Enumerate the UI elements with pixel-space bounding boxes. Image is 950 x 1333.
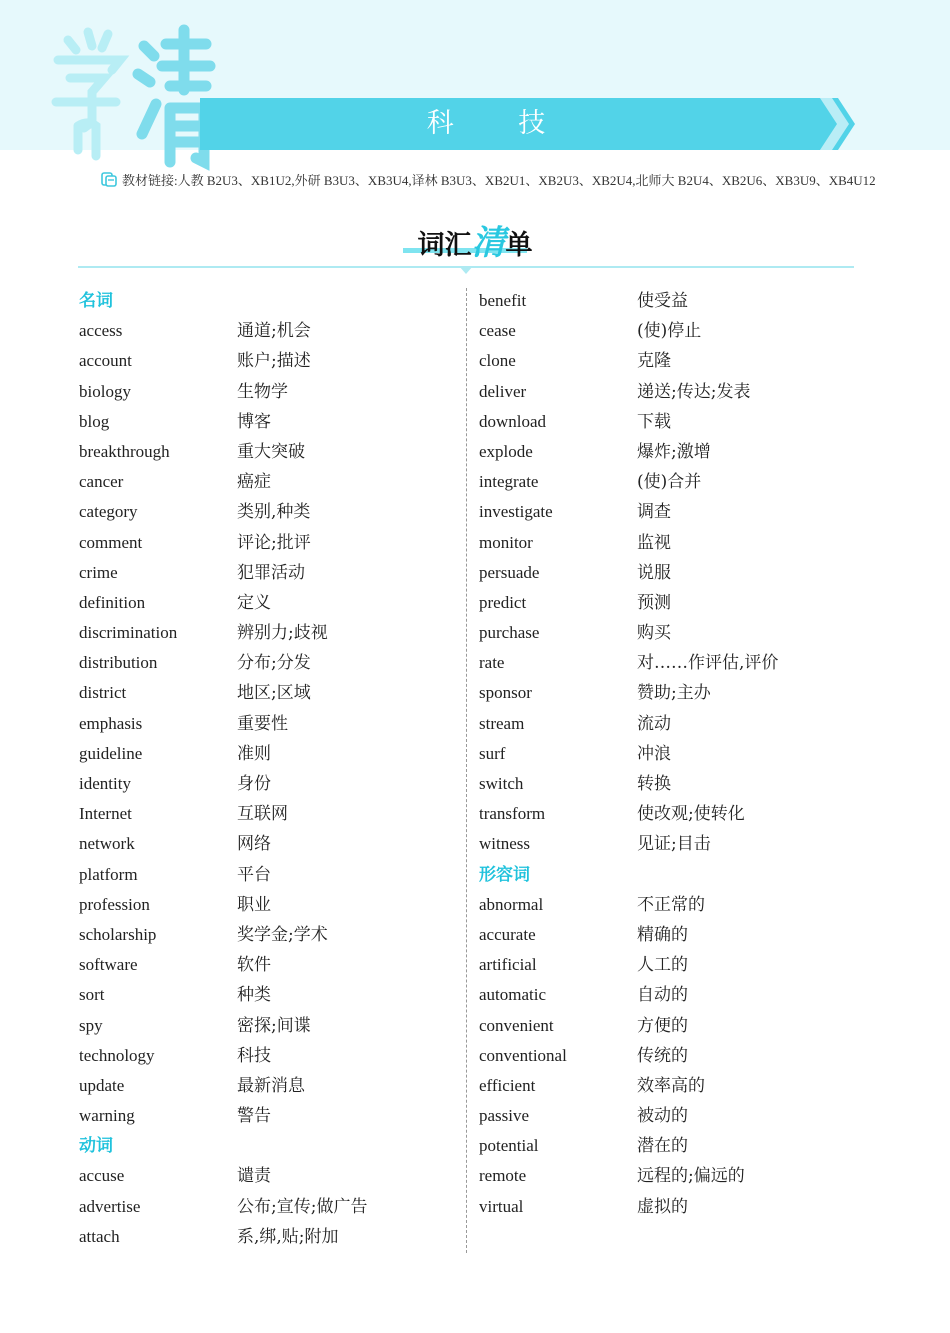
vocab-row [79, 1071, 439, 1101]
vocab-row [479, 648, 839, 678]
vocab-meaning: 职业 [237, 894, 271, 915]
vocab-word: deliver [479, 381, 527, 401]
vocab-row [79, 1192, 439, 1222]
vocab-word: automatic [479, 985, 547, 1005]
vocab-word: identity [79, 774, 131, 793]
vocab-row [479, 1101, 839, 1131]
vocab-meaning: 自动的 [637, 985, 688, 1006]
vocab-row [79, 407, 439, 437]
vocab-meaning: 最新消息 [237, 1075, 305, 1096]
vocab-meaning: 类别,种类 [237, 502, 311, 523]
vocab-meaning: 不正常的 [637, 894, 705, 915]
vocab-row [79, 497, 439, 527]
vocab-meaning: 密探;间谍 [237, 1015, 311, 1036]
header-rule-notch [459, 266, 473, 274]
vocab-word: sponsor [479, 683, 532, 703]
vocab-row [479, 437, 839, 467]
vocab-row [79, 769, 439, 799]
vocab-row [79, 950, 439, 980]
section-title [0, 215, 950, 263]
vocab-row [479, 467, 839, 497]
vocab-row [479, 1131, 839, 1161]
section-title-part1: 词汇 [417, 230, 472, 261]
vocab-meaning: 种类 [237, 985, 271, 1006]
vocab-meaning: 赞助;主办 [637, 683, 711, 704]
vocab-row [79, 709, 439, 739]
vocab-word: emphasis [79, 713, 143, 733]
vocab-row [79, 678, 439, 708]
vocab-meaning: 流动 [637, 713, 671, 734]
vocab-meaning: 虚拟的 [637, 1196, 688, 1217]
vocab-word: sort [79, 985, 105, 1005]
vocab-meaning: 互联网 [237, 804, 288, 825]
vocab-row [479, 588, 839, 618]
vocab-meaning: 对……作评估,评价 [637, 653, 779, 674]
vocab-word: accurate [479, 924, 536, 944]
vocab-word: remote [479, 1166, 527, 1186]
vocab-row [79, 890, 439, 920]
vocab-row [79, 437, 439, 467]
vocab-word: benefit [479, 291, 527, 310]
vocab-row [79, 1041, 439, 1071]
vocab-meaning: 监视 [637, 532, 671, 553]
vocab-word: investigate [479, 502, 553, 522]
vocab-meaning: 使受益 [637, 291, 688, 311]
vocab-word: software [79, 955, 138, 975]
textbook-links [100, 168, 876, 190]
vocab-word: Internet [79, 804, 132, 824]
textbook-links-text: 教材链接:人教 B2U3、XB1U2,外研 B3U3、XB3U4,译林 B3U3、XB2U1、XB2U3、XB2U4,北师大 B2U4、XB2U6、XB3U9、XB4U12 [122, 172, 876, 188]
vocab-meaning: 奖学金;学术 [237, 924, 328, 945]
vocab-meaning: (使)停止 [637, 321, 702, 342]
vocab-word: switch [479, 774, 524, 793]
vocab-row [479, 890, 839, 920]
vocab-row [479, 1071, 839, 1101]
vocab-meaning: 重大突破 [237, 441, 305, 462]
vocab-row [79, 829, 439, 859]
vocab-meaning: 冲浪 [637, 743, 671, 764]
vocab-word: update [79, 1075, 125, 1095]
vocab-meaning: 被动的 [637, 1106, 688, 1127]
vocab-meaning: 身份 [237, 774, 271, 794]
vocab-word: network [79, 834, 135, 854]
vocab-meaning: 分布;分发 [237, 653, 311, 674]
vocab-row [79, 346, 439, 376]
vocab-meaning: 下载 [637, 411, 671, 432]
vocab-row [479, 829, 839, 859]
vocab-meaning: 癌症 [237, 472, 271, 493]
vocab-word: virtual [479, 1196, 524, 1216]
vocab-row [479, 286, 839, 316]
vocab-word: access [79, 321, 123, 341]
vocab-meaning: 评论;批评 [237, 532, 311, 553]
vocab-meaning: 通道;机会 [237, 321, 311, 342]
xuexi-qingdan-logo [48, 22, 218, 172]
vocab-word: accuse [79, 1166, 125, 1186]
vocab-meaning: 购买 [637, 623, 671, 644]
vocab-word: distribution [79, 653, 158, 673]
vocab-word: blog [79, 411, 110, 431]
vocab-meaning: 准则 [237, 743, 271, 764]
vocab-meaning: 犯罪活动 [237, 562, 305, 583]
vocab-row [79, 1161, 439, 1191]
vocab-word: explode [479, 441, 533, 461]
vocab-meaning: 重要性 [237, 713, 288, 734]
vocab-row [79, 648, 439, 678]
vocab-row [79, 316, 439, 346]
vocab-word: advertise [79, 1196, 141, 1216]
vocab-word: platform [79, 864, 138, 884]
vocab-word: convenient [479, 1015, 554, 1035]
vocab-word: comment [79, 532, 143, 552]
vocab-word: efficient [479, 1075, 536, 1095]
vocab-row [479, 1041, 839, 1071]
vocab-meaning: 软件 [237, 955, 271, 976]
vocab-row [79, 377, 439, 407]
vocab-row [479, 1192, 839, 1222]
vocab-meaning: 预测 [637, 592, 671, 613]
vocab-word: rate [479, 653, 505, 673]
vocab-word: surf [479, 743, 506, 763]
vocab-row [79, 1011, 439, 1041]
vocab-meaning: 说服 [637, 562, 671, 583]
vocab-word: persuade [479, 562, 540, 582]
vocab-row [479, 1011, 839, 1041]
vocab-row [479, 980, 839, 1010]
vocab-row [479, 618, 839, 648]
vocab-row [479, 558, 839, 588]
vocab-word: potential [479, 1136, 539, 1156]
vocab-row [479, 709, 839, 739]
vocab-row [479, 739, 839, 769]
vocab-row [479, 407, 839, 437]
vocab-word: predict [479, 592, 527, 612]
vocab-row [479, 1161, 839, 1191]
vocab-meaning: 爆炸;激增 [637, 441, 711, 462]
vocab-row [79, 467, 439, 497]
vocab-row [79, 920, 439, 950]
vocab-word: account [79, 351, 132, 371]
vocab-word: spy [79, 1015, 103, 1035]
unit-title: 科 技 [426, 108, 574, 139]
vocab-row [79, 1101, 439, 1131]
vocab-row [79, 588, 439, 618]
vocab-meaning: 辨别力;歧视 [237, 623, 328, 644]
column-divider [466, 288, 467, 1253]
vocab-row [479, 678, 839, 708]
vocab-column-right [479, 286, 839, 1222]
vocab-meaning: 公布;宣传;做广告 [237, 1196, 368, 1217]
vocab-meaning: 定义 [237, 592, 271, 613]
vocab-word: guideline [79, 743, 143, 763]
category-adjectives: 形容词 [479, 864, 530, 885]
vocab-meaning: 转换 [637, 774, 671, 794]
vocab-row [479, 497, 839, 527]
vocab-meaning: 递送;传达;发表 [637, 381, 751, 402]
vocab-row [479, 377, 839, 407]
vocab-word: artificial [479, 955, 537, 975]
vocab-meaning: 科技 [237, 1045, 271, 1066]
vocab-word: witness [479, 834, 530, 854]
vocab-meaning: 博客 [237, 411, 271, 432]
vocab-word: cease [479, 321, 516, 341]
vocab-group-adjectives [479, 890, 839, 1222]
vocab-meaning: 人工的 [637, 955, 688, 976]
vocab-row [479, 528, 839, 558]
vocab-meaning: 克隆 [637, 351, 671, 372]
vocab-word: technology [79, 1045, 155, 1065]
vocab-group-verbs-left [79, 1161, 439, 1252]
vocab-row [479, 316, 839, 346]
vocab-word: conventional [479, 1045, 567, 1065]
vocab-row [79, 528, 439, 558]
vocab-word: warning [79, 1106, 135, 1126]
category-verbs: 动词 [79, 1136, 113, 1157]
vocab-row [79, 1222, 439, 1252]
vocab-meaning: 潜在的 [637, 1136, 688, 1157]
vocab-meaning: 平台 [237, 864, 271, 885]
vocab-word: category [79, 502, 138, 522]
vocab-word: clone [479, 351, 516, 371]
vocab-meaning: 方便的 [637, 1015, 688, 1036]
section-title-highlight: 清 [471, 223, 506, 263]
vocab-meaning: 远程的;偏远的 [637, 1166, 745, 1187]
vocab-row [479, 346, 839, 376]
vocab-word: download [479, 411, 547, 431]
vocab-word: profession [79, 894, 150, 914]
vocab-meaning: 系,绑,贴;附加 [237, 1226, 339, 1247]
vocab-meaning: 地区;区域 [237, 683, 311, 704]
vocab-row [479, 920, 839, 950]
vocab-meaning: 使改观;使转化 [637, 804, 745, 825]
vocab-word: passive [479, 1106, 530, 1126]
vocab-word: stream [479, 713, 525, 733]
vocab-group-verbs-right [479, 286, 839, 860]
vocab-row [479, 950, 839, 980]
vocab-row [79, 860, 439, 890]
vocab-meaning: 效率高的 [637, 1075, 705, 1096]
vocab-meaning: 生物学 [237, 381, 288, 402]
vocab-word: biology [79, 381, 131, 401]
vocab-meaning: 网络 [237, 834, 271, 855]
vocab-word: definition [79, 592, 146, 612]
vocab-meaning: (使)合并 [637, 472, 702, 493]
vocab-row [79, 739, 439, 769]
vocab-row [79, 799, 439, 829]
vocab-row [79, 558, 439, 588]
vocab-row [79, 618, 439, 648]
vocab-meaning: 账户;描述 [237, 351, 311, 372]
vocab-word: crime [79, 562, 118, 582]
vocab-row [479, 799, 839, 829]
vocab-word: scholarship [79, 924, 157, 944]
vocab-word: abnormal [479, 894, 544, 914]
vocab-word: monitor [479, 532, 533, 552]
vocab-meaning: 谴责 [237, 1166, 271, 1187]
vocab-word: breakthrough [79, 441, 170, 461]
vocab-row [79, 980, 439, 1010]
vocab-meaning: 传统的 [637, 1045, 688, 1066]
vocab-word: purchase [479, 623, 540, 643]
vocab-group-nouns [79, 316, 439, 1131]
vocab-column-left [79, 286, 439, 1252]
vocab-meaning: 警告 [237, 1106, 271, 1127]
vocab-row [479, 769, 839, 799]
vocab-word: integrate [479, 472, 539, 492]
vocab-meaning: 见证;目击 [637, 834, 711, 855]
section-title-part3: 单 [505, 230, 533, 261]
vocab-word: cancer [79, 472, 124, 492]
vocab-word: transform [479, 804, 546, 824]
vocab-word: attach [79, 1226, 120, 1246]
vocab-word: discrimination [79, 623, 178, 643]
book-link-icon [100, 170, 118, 188]
vocab-word: district [79, 683, 127, 703]
vocab-meaning: 精确的 [637, 924, 688, 945]
vocab-meaning: 调查 [637, 502, 671, 523]
category-nouns: 名词 [79, 291, 113, 311]
